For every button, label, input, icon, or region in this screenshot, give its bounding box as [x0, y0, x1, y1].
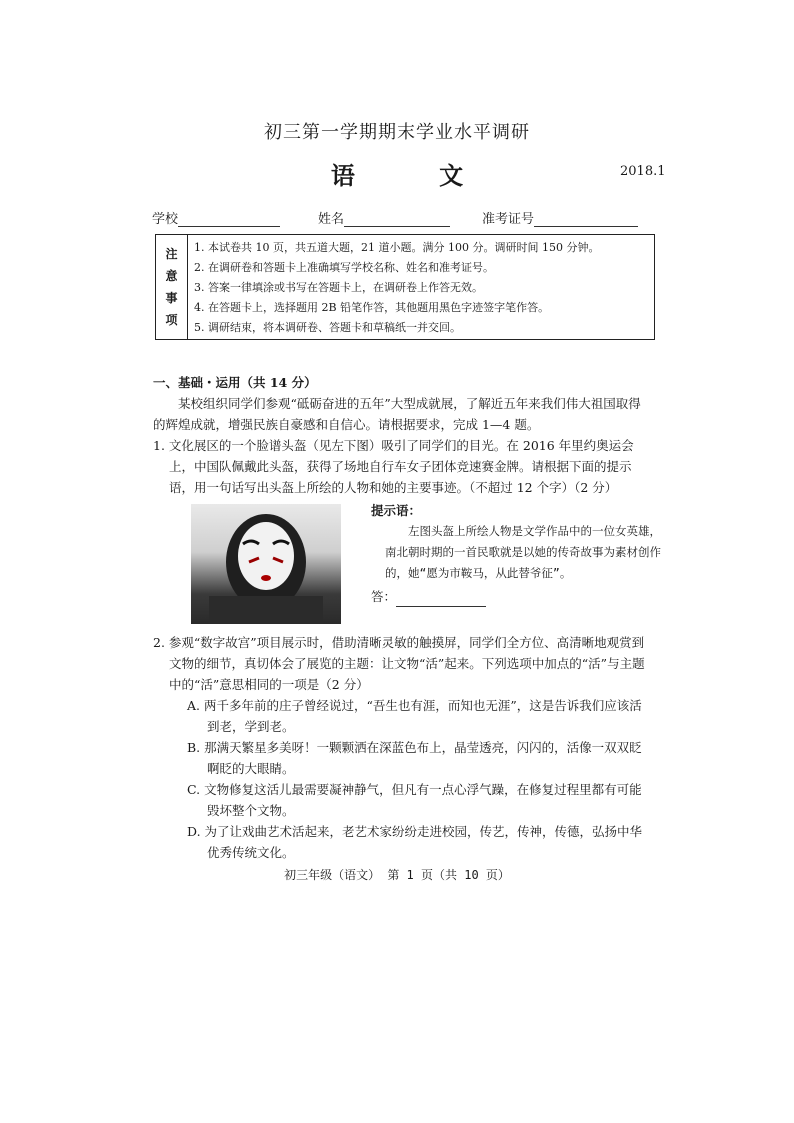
question-1: 1. 文化展区的一个脸谱头盔（见左下图）吸引了同学们的目光。在 2016 年里约奥运会上，中国队佩戴此头盔，获得了场地自行车女子团体竞速赛金牌。请根据下面的提示语，用一句话写出头盔上所绘的人物和她的主要事迹。（不超过 12 个字）（2 分）	[153, 438, 634, 495]
note-item: 2. 在调研卷和答题卡上准确填写学校名称、姓名和准考证号。	[194, 261, 494, 274]
option-d[interactable]: D. 为了让戏曲艺术活起来，老艺术家纷纷走进校园，传艺，传神，传德，弘扬中华优秀传统文化。	[187, 824, 643, 860]
school-label: 学校	[152, 212, 179, 227]
notes-box	[155, 234, 655, 340]
answer-label: 答：	[371, 589, 397, 604]
helmet-photo	[191, 504, 341, 624]
notes-list	[194, 238, 650, 338]
option-c[interactable]: C. 文物修复这活儿最需要凝神静气，但凡有一点心浮气躁，在修复过程里都有可能毁坏整个文物。	[187, 782, 642, 818]
option-b[interactable]: B. 那满天繁星多美呀！一颗颗洒在深蓝色布上，晶莹透亮，闪闪的，活像一双双眨啊眨的大眼睛。	[187, 740, 642, 776]
school-field[interactable]	[152, 208, 280, 227]
hint-block	[371, 500, 661, 607]
note-item: 4. 在答题卡上，选择题用 2B 铅笔作答，其他题用黑色字迹签字笔作答。	[194, 301, 550, 314]
hint-text: 左图头盔上所绘人物是文学作品中的一位女英雄，南北朝时期的一首民歌就是以她的传奇故事为素材创作的，她“愿为市鞍马，从此替爷征”。	[385, 524, 661, 580]
note-item: 3. 答案一律填涂或书写在答题卡上，在调研卷上作答无效。	[194, 281, 483, 294]
question-1-figure	[153, 500, 661, 632]
name-field[interactable]	[318, 208, 450, 227]
exam-number-label: 准考证号	[482, 212, 535, 227]
name-label: 姓名	[318, 212, 345, 227]
question-2: 2. 参观“数字故宫”项目展示时，借助清晰灵敏的触摸屏，同学们全方位、高清晰地观赏到文物的细节，真切体会了展览的主题：让文物“活”起来。下列选项中加点的“活”与主题中的“活”意思相同的一项是（2 分）	[153, 635, 645, 692]
section-intro: 某校组织同学们参观“砥砺奋进的五年”大型成就展，了解近五年来我们伟大祖国取得的辉煌成就，增强民族自豪感和自信心。请根据要求，完成 1—4 题。	[153, 396, 641, 432]
hint-title: 提示语：	[371, 503, 422, 518]
notes-heading: 注意事项	[156, 235, 188, 339]
answer-field[interactable]	[371, 586, 661, 607]
section-heading: 一、基础・运用（共 14 分）	[153, 375, 317, 390]
exam-title: 初三第一学期期末学业水平调研	[264, 122, 530, 143]
subject-title: 语 文	[330, 161, 502, 190]
helmet-illustration	[191, 504, 341, 624]
note-item: 1. 本试卷共 10 页，共五道大题，21 道小题。满分 100 分。调研时间 150 分钟。	[194, 241, 600, 254]
option-a[interactable]: A. 两千多年前的庄子曾经说过，“吾生也有涯，而知也无涯”，这是告诉我们应该活到老，学到老。	[187, 698, 642, 734]
exam-number-field[interactable]	[482, 208, 638, 227]
exam-body	[153, 372, 661, 863]
page-footer: 初三年级（语文） 第 1 页（共 10 页）	[284, 868, 510, 882]
note-item: 5. 调研结束，将本调研卷、答题卡和草稿纸一并交回。	[194, 321, 461, 334]
exam-date: 2018.1	[620, 164, 666, 179]
